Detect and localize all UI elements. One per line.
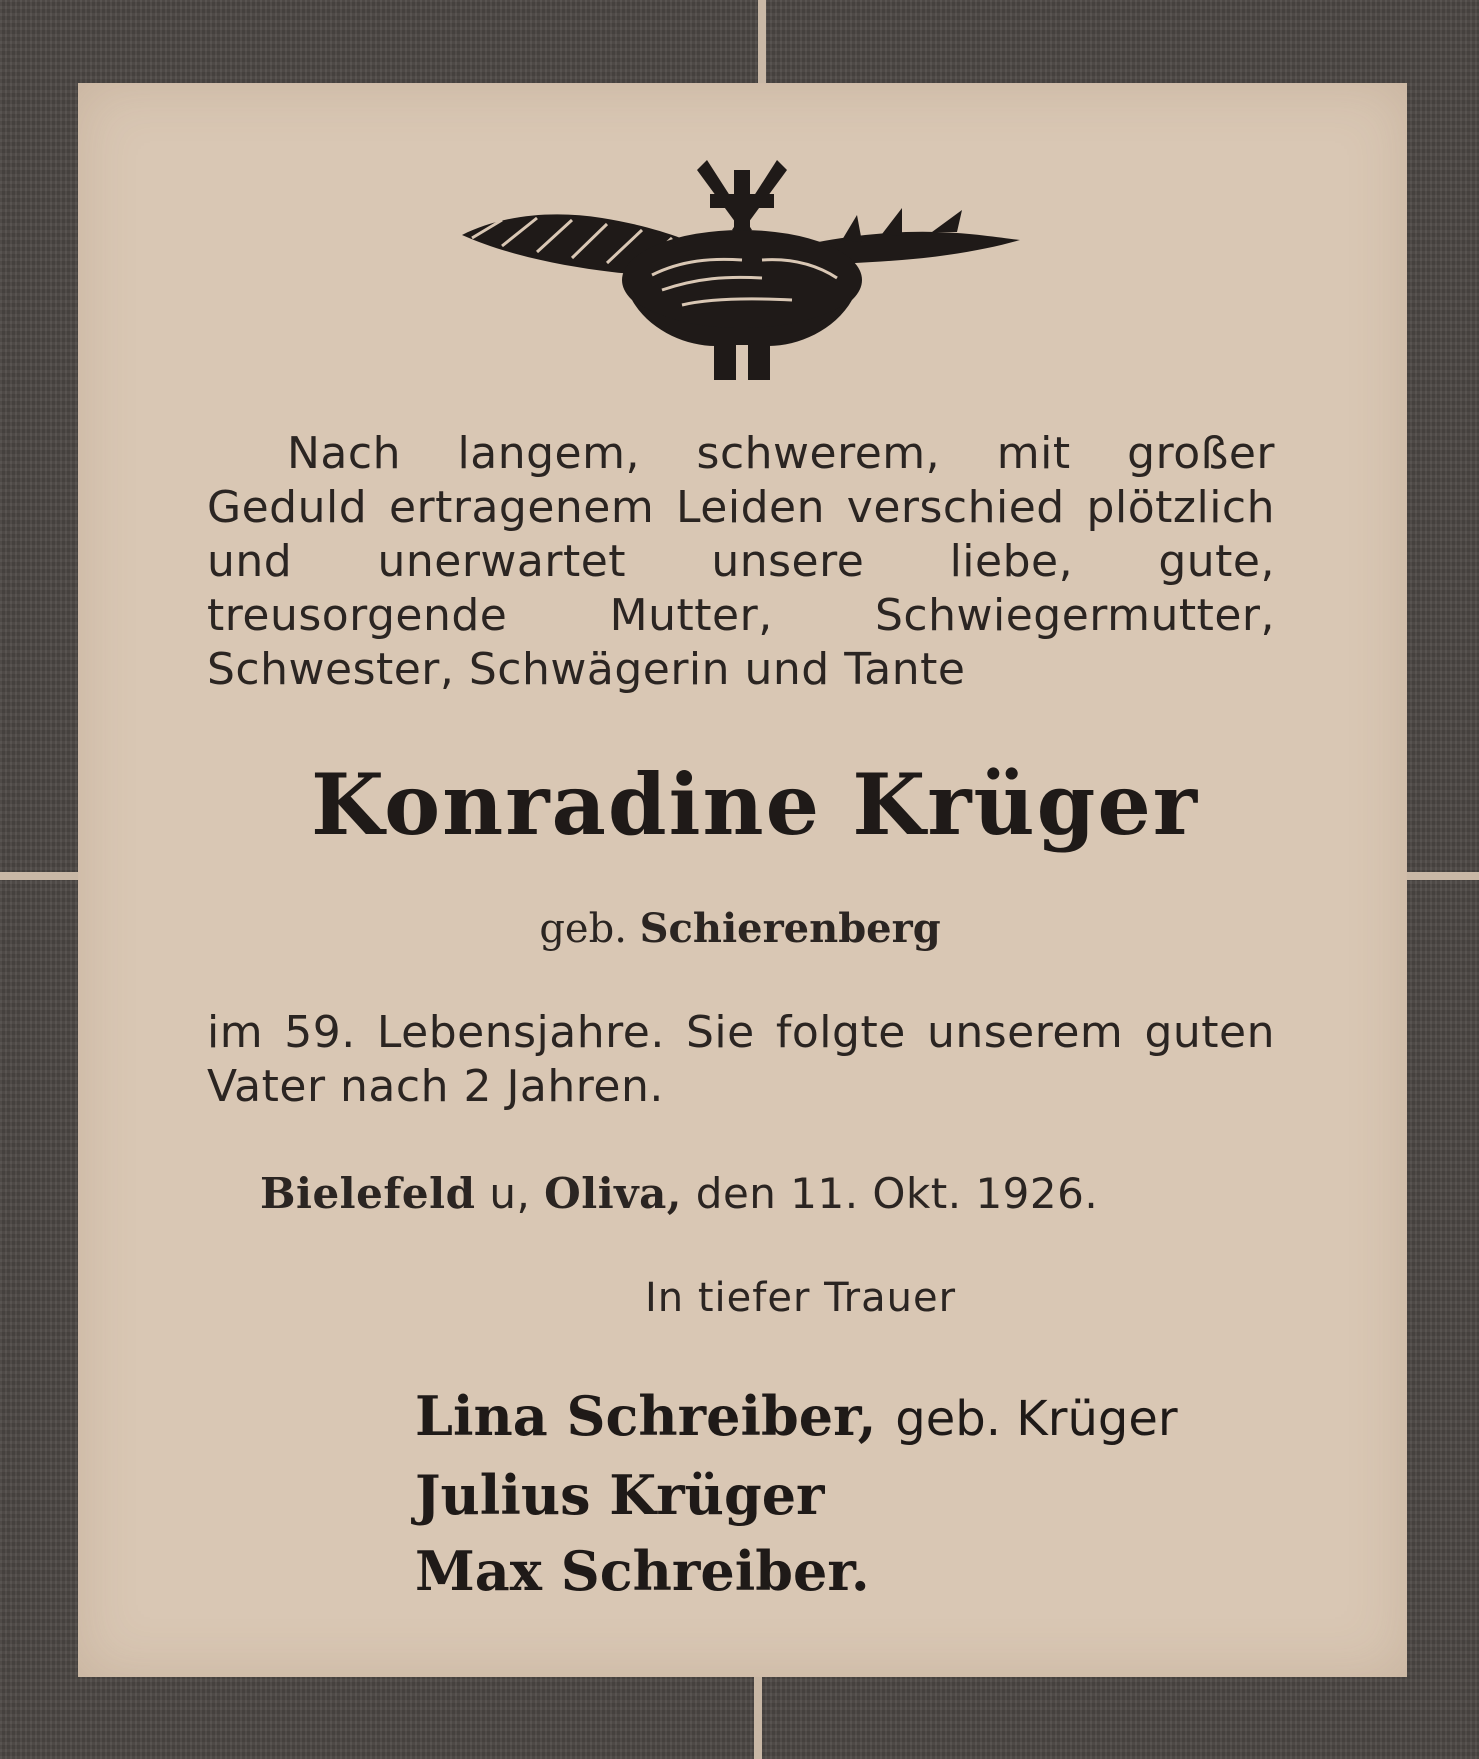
signer-name: Max Schreiber.	[415, 1539, 870, 1603]
signer-name: Julius Krüger	[415, 1463, 825, 1527]
signers-list	[415, 1378, 1178, 1609]
signer-2	[415, 1457, 1178, 1533]
mourning-line: In tiefer Trauer	[645, 1275, 957, 1321]
border-seam-top	[758, 0, 766, 83]
signer-1	[415, 1378, 1178, 1457]
nee-prefix: geb.	[539, 906, 627, 952]
place-oliva: Oliva,	[544, 1169, 682, 1218]
signer-name: Lina Schreiber,	[415, 1384, 877, 1448]
notice-date: den 11. Okt. 1926.	[695, 1169, 1099, 1218]
border-seam-bottom	[754, 1677, 762, 1759]
age-paragraph: im 59. Lebensjahre. Sie folgte unserem guten Vater nach 2 Jahren.	[207, 1007, 1275, 1112]
signer-suffix: geb. Krüger	[895, 1391, 1178, 1447]
place-date-line	[260, 1169, 1098, 1218]
deceased-name: Konradine Krüger	[310, 755, 1200, 854]
border-seam-left	[0, 872, 78, 880]
mourning-wreath-cross-emblem	[462, 160, 1022, 380]
place-bielefeld: Bielefeld	[260, 1169, 476, 1218]
intro-paragraph: Nach langem, schwerem, mit großer Geduld ertragenem Leiden verschied plötzlich und unerwartet unsere liebe, gute, treusorgende Mutter, Schwiegermutter, Schwester, Schwägerin und Tante	[207, 428, 1275, 695]
border-seam-right	[1407, 872, 1479, 880]
maiden-name: Schierenberg	[639, 905, 941, 952]
place-join: u,	[489, 1169, 531, 1218]
maiden-name-line	[400, 905, 1080, 952]
signer-3	[415, 1533, 1178, 1609]
